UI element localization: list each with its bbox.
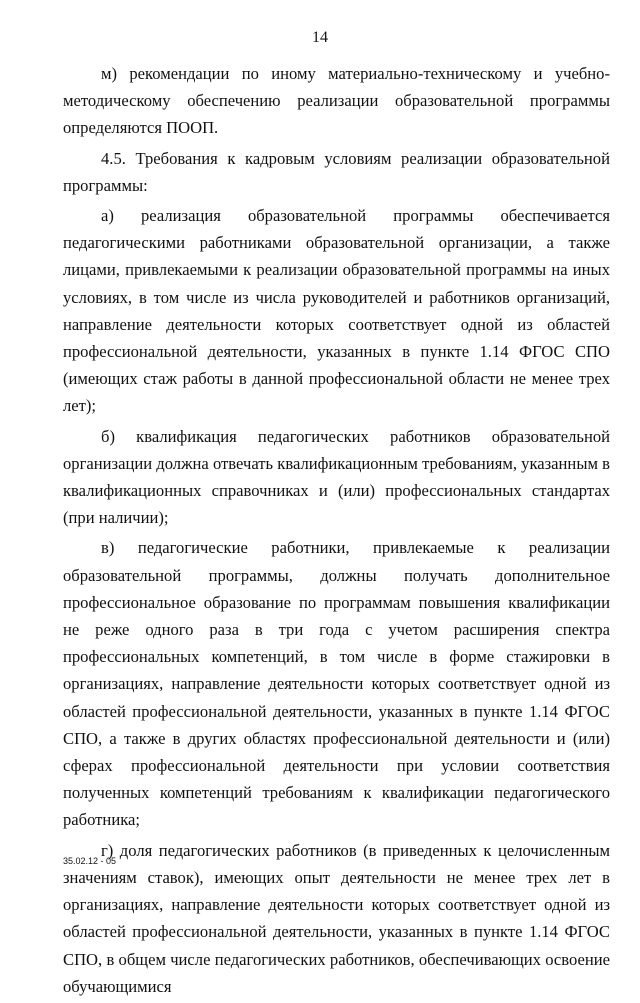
paragraph-a-implementation: а) реализация образовательной программы обеспечивается педагогическими работниками образовательной организации, а также лицами, привлекаемыми к реализации образовательной программы на иных условиях, в том числе из числа руководителей и работников организаций, направление деятельности которых соответствует одной из областей профессиональной деятельности, указанных в пункте 1.14 ФГОС СПО (имеющих стаж работы в данной профессиональной области не менее трех лет); [63,206,610,416]
paragraph-v-training: в) педагогические работники, привлекаемые к реализации образовательной программы, должны получать дополнительное профессиональное образование по программам повышения квалификации не реже одного раза в три года с учетом расширения спектра профессиональных компетенций, в том числе в форме стажировки в организациях, направление деятельности которых соответствует одной из областей профессиональной деятельности, указанных в пункте 1.14 ФГОС СПО, а также в других областях профессиональной деятельности и (или) сферах профессиональной деятельности при условии соответствия полученных компетенций требованиям к квалификации педагогического работника; [63,538,610,830]
paragraph-4-5-heading: 4.5. Требования к кадровым условиям реализации образовательной программы: [63,148,610,195]
paragraph-b-qualification: б) квалификация педагогических работников образовательной организации должна отвечать квалификационным требованиям, указанным в квалификационных справочниках и (или) профессиональных стандартах (при наличии); [63,426,610,528]
paragraph-m-recommendations: м) рекомендации по иному материально-техническому и учебно-методическому обеспечению реализации образовательной программы определяются ПООП. [63,64,610,138]
footer-code: 35.02.12 - 05 [63,856,117,866]
page-number: 14 [312,29,328,46]
document-body [63,60,610,1003]
paragraph-g-share: г) доля педагогических работников (в приведенных к целочисленным значениям ставок), имеющих опыт деятельности не менее трех лет в организациях, направление деятельности которых соответствует одной из областей профессиональной деятельности, указанных в пункте 1.14 ФГОС СПО, в общем числе педагогических работников, обеспечивающих освоение обучающимися [63,840,610,996]
